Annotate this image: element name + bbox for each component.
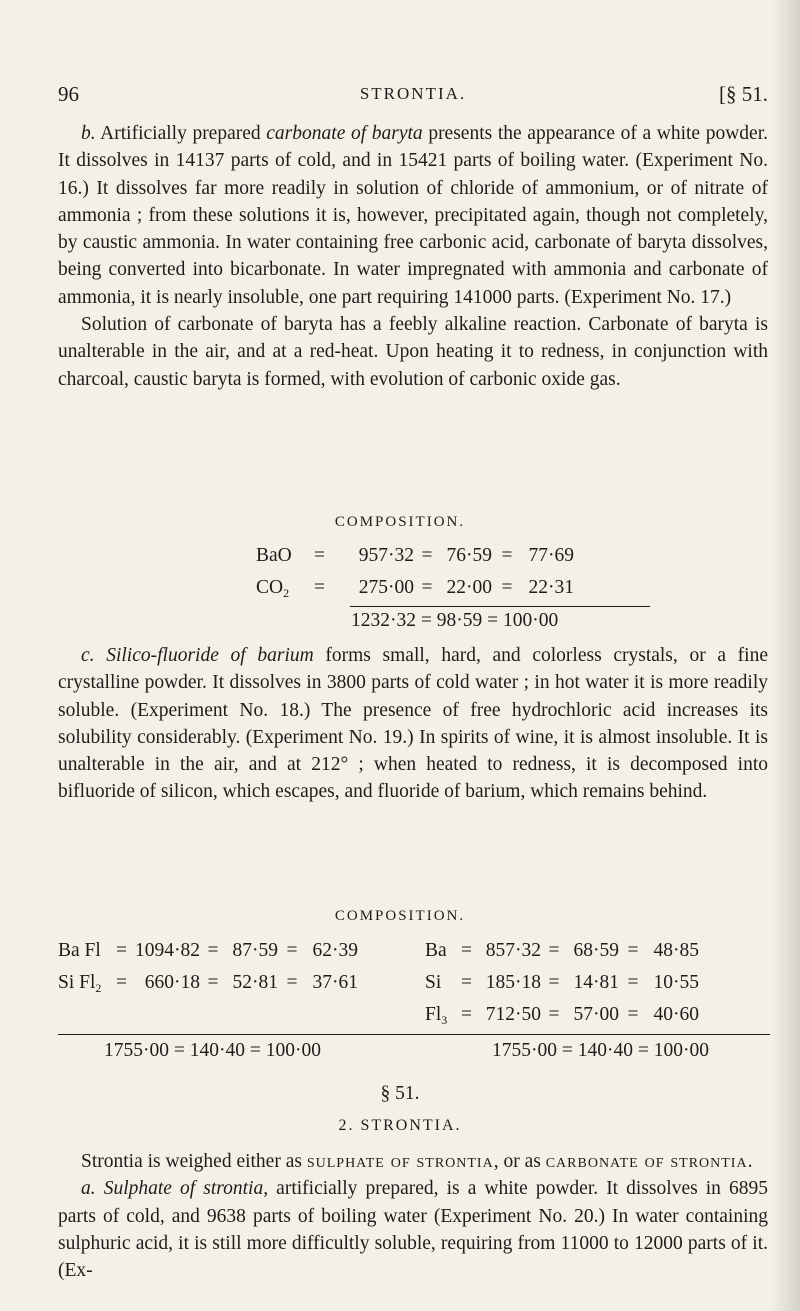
running-title: STRONTIA. xyxy=(359,84,467,103)
composition-total-2-left: 1755·00 = 140·40 = 100·00 xyxy=(104,1040,321,1061)
table-row: Si = 185·18 = 14·81 = 10·55 xyxy=(425,972,699,993)
table-row: $CO_2$ = 275·00 = 22·00 = 22·31 xyxy=(256,577,574,600)
small-caps-term: carbonate of strontia xyxy=(545,1151,748,1172)
italic-term: Silico-fluoride of barium xyxy=(106,645,314,666)
table-row: BaO = 957·32 = 76·59 = 77·69 xyxy=(256,545,574,566)
running-header xyxy=(58,82,768,112)
section-number: § 51. xyxy=(380,1083,420,1104)
paragraph-label: b. xyxy=(81,123,96,144)
composition-total-1: 1232·32 = 98·59 = 100·00 xyxy=(351,610,559,631)
sum-rule xyxy=(350,606,650,607)
italic-term: Sulphate of strontia, xyxy=(103,1178,269,1200)
page-number: 96 xyxy=(58,82,79,106)
paragraph-strontia-intro: Strontia is weighed either as sulphate of strontia, or as carbonate of strontia. a. Sulphate of strontia, artificially prepared, is a white powder. It dissolves in 6895 parts of cold, and 9638 parts of boiling water (Experiment No. 20.) In water containing sulphuric acid, it is still more difficultly soluble, requiring from 11000 to 12000 parts of it. (Ex- xyxy=(58,1151,769,1282)
table-row: Ba = 857·32 = 68·59 = 48·85 xyxy=(425,940,699,961)
paragraph-label: a. xyxy=(81,1178,96,1200)
composition-table-2-right xyxy=(425,935,699,1031)
table-row: Ba Fl = 1094·82 = 87·59 = 62·39 xyxy=(58,940,358,961)
small-caps-term: sulphate of strontia xyxy=(306,1151,494,1172)
paragraph-carbonate-of-baryta: b. Artificially prepared carbonate of baryta presents the appearance of a white powder. It dissolves in 14137 parts of cold, and in 15421 parts of boiling water. (Experiment No. 16.) It dissolves far more readily in solution of chloride of ammonium, or of nitrate of ammonia ; from these solutions it is, however, precipitated again, though not completely, by caustic ammonia. In water containing free carbonic acid, carbonate of baryta dissolves, being converted into bicarbonate. In water impregnated with ammonia and carbonate of ammonia, it is nearly insoluble, one part requiring 141000 parts. (Experiment No. 17.) Solution of carbonate of baryta has a feebly alkaline reaction. Carbonate of baryta is unalterable in the air, and at a red-heat. Upon heating it to redness, in conjunction with charcoal, caustic baryta is formed, with evolution of carbonic oxide gas. xyxy=(58,120,768,393)
composition-table-2-left xyxy=(58,935,358,999)
sum-rule xyxy=(58,1034,770,1035)
italic-term: carbonate of baryta xyxy=(266,123,423,144)
composition-caption-1: COMPOSITION. xyxy=(334,514,466,530)
paragraph-text: Solution of carbonate of baryta has a feebly alkaline reaction. Carbonate of baryta is unalterable in the air, and at a red-heat. Upon heating it to redness, in conjunction with charcoal, caustic baryta is formed, with evolution of carbonic oxide gas. xyxy=(58,314,768,390)
composition-caption-2: COMPOSITION. xyxy=(334,908,466,924)
composition-total-2-right: 1755·00 = 140·40 = 100·00 xyxy=(492,1040,709,1061)
paragraph-silico-fluoride: c. Silico-fluoride of barium forms small, hard, and colorless crystals, or a fine crystalline powder. It dissolves in 3800 parts of cold water ; in hot water it is more readily soluble. (Experiment No. 18.) The presence of free hydrochloric acid increases its solubility considerably. (Experiment No. 19.) In spirits of wine, it is almost insoluble. It is unalterable in the air, and at 212° ; when heated to redness, it is decomposed into bifluoride of silicon, which escapes, and fluoride of barium, which remains behind. xyxy=(58,645,768,803)
page-edge-shadow xyxy=(772,0,800,1311)
section-heading: 2. STRONTIA. xyxy=(338,1117,462,1134)
table-row: Si $Fl_2$ = 660·18 = 52·81 = 37·61 xyxy=(58,972,358,995)
paragraph-label: c. xyxy=(81,645,95,666)
section-reference: [§ 51. xyxy=(719,82,768,106)
composition-table-1 xyxy=(256,540,574,604)
table-row: $Fl_3$ = 712·50 = 57·00 = 40·60 xyxy=(425,1004,699,1027)
